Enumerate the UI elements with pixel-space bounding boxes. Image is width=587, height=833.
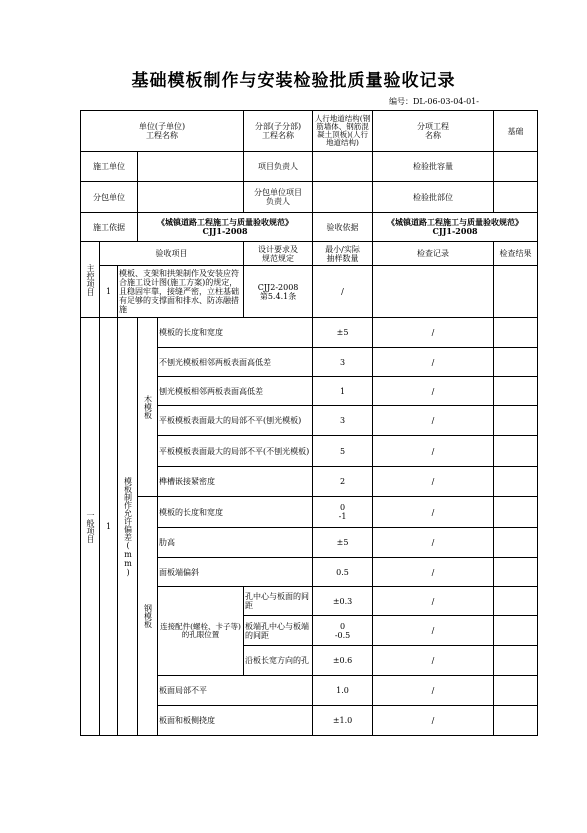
template-tolerance-group: 模板制作允许偏差(mm) [118, 318, 138, 736]
general-row-sample: / [373, 616, 494, 646]
accept-basis-value: 《城镇道路工程施工与质量验收规范》 CJJ1-2008 [373, 213, 538, 242]
general-row-record[interactable] [494, 377, 538, 406]
general-row-sample: / [373, 497, 494, 528]
construction-unit-label: 施工单位 [81, 152, 138, 182]
general-row-sample: / [373, 587, 494, 616]
general-row-req: 1 [313, 377, 373, 406]
general-row-name: 板面和板侧挠度 [158, 706, 313, 736]
subpart-name-value[interactable]: 人行地道结构(钢筋墙体、钢筋混凝土顶板)(人行地道结构) [313, 111, 373, 152]
col-sample-header: 最小/实际 抽样数量 [313, 242, 373, 266]
general-row-name: 板面局部不平 [158, 676, 313, 706]
general-row-req: ±5 [313, 318, 373, 348]
general-row-sample: / [373, 318, 494, 348]
general-row-record[interactable] [494, 406, 538, 436]
general-row-sample: / [373, 528, 494, 558]
general-row-name: 模板的长度和宽度 [158, 318, 313, 348]
subcontract-manager-label: 分包单位项目 负责人 [244, 182, 313, 213]
main-item-record[interactable] [373, 266, 494, 318]
inspection-table [80, 110, 538, 736]
general-row-req: 3 [313, 348, 373, 377]
general-row-sample: / [373, 377, 494, 406]
connector-hole-label: 连接配件(螺栓、卡子等)的孔眼位置 [158, 587, 244, 676]
general-row-name: 孔中心与板面的间距 [244, 587, 313, 616]
general-row-name: 榫槽嵌接紧密度 [158, 467, 313, 497]
general-row-name: 刨光模板相邻两板表面高低差 [158, 377, 313, 406]
general-row-name: 平板模板表面最大的局部不平(不刨光模板) [158, 436, 313, 467]
basis-value: 《城镇道路工程施工与质量验收规范》 CJJ1-2008 [138, 213, 313, 242]
col-record-header: 检查记录 [373, 242, 494, 266]
general-row-record[interactable] [494, 497, 538, 528]
basis-label: 施工依据 [81, 213, 138, 242]
general-row-sample: / [373, 676, 494, 706]
general-row-record[interactable] [494, 558, 538, 587]
general-row-record[interactable] [494, 616, 538, 646]
general-row-record[interactable] [494, 587, 538, 616]
main-item-sample: / [313, 266, 373, 318]
item-name-value[interactable]: 基础 [494, 111, 538, 152]
general-row-req: ±0.6 [313, 646, 373, 676]
steel-template-label: 钢模板 [138, 497, 158, 736]
main-item-number: 1 [100, 266, 118, 318]
general-row-sample: / [373, 467, 494, 497]
general-row-req: 3 [313, 406, 373, 436]
general-row-name: 模板的长度和宽度 [158, 497, 313, 528]
general-row-name: 板端孔中心与板端的间距 [244, 616, 313, 646]
batch-part-value[interactable] [494, 182, 538, 213]
col-result-header: 检查结果 [494, 242, 538, 266]
general-row-record[interactable] [494, 467, 538, 497]
general-row-record[interactable] [494, 436, 538, 467]
general-row-name: 面板端偏斜 [158, 558, 313, 587]
general-row-req: ±0.3 [313, 587, 373, 616]
main-item-requirement: CJJ2-2008 第5.4.1条 [244, 266, 313, 318]
general-row-name: 平板模板表面最大的局部不平(刨光模板) [158, 406, 313, 436]
accept-basis-label: 验收依据 [313, 213, 373, 242]
subcontract-unit-label: 分包单位 [81, 182, 138, 213]
project-manager-value[interactable] [313, 152, 373, 182]
col-requirement-header: 设计要求及 规范规定 [244, 242, 313, 266]
batch-part-label: 检验批部位 [373, 182, 494, 213]
general-row-record[interactable] [494, 706, 538, 736]
general-row-sample: / [373, 348, 494, 377]
subcontract-unit-value[interactable] [138, 182, 244, 213]
general-row-req: 2 [313, 467, 373, 497]
general-row-name: 沿板长宽方向的孔 [244, 646, 313, 676]
subpart-name-label: 分部(子分部) 工程名称 [244, 111, 313, 152]
general-row-req: ±1.0 [313, 706, 373, 736]
general-row-name: 肋高 [158, 528, 313, 558]
general-row-req: 0 -1 [313, 497, 373, 528]
general-row-record[interactable] [494, 528, 538, 558]
batch-capacity-label: 检验批容量 [373, 152, 494, 182]
general-row-req: 5 [313, 436, 373, 467]
batch-capacity-value[interactable] [494, 152, 538, 182]
general-row-sample: / [373, 406, 494, 436]
general-items-label: 一般项目 [81, 318, 100, 736]
document-number: 编号：DL-06-03-04-01- [389, 97, 479, 106]
general-row-record[interactable] [494, 676, 538, 706]
main-item-result[interactable] [494, 266, 538, 318]
unit-name-label: 单位(子单位) 工程名称 [81, 111, 244, 152]
general-row-req: 1.0 [313, 676, 373, 706]
general-item-number: 1 [100, 318, 118, 736]
construction-unit-value[interactable] [138, 152, 244, 182]
general-row-req: 0 -0.5 [313, 616, 373, 646]
general-row-record[interactable] [494, 646, 538, 676]
general-row-req: 0.5 [313, 558, 373, 587]
general-row-sample: / [373, 436, 494, 467]
general-row-record[interactable] [494, 318, 538, 348]
main-control-label: 主控项目 [81, 242, 100, 318]
project-manager-label: 项目负责人 [244, 152, 313, 182]
general-row-sample: / [373, 706, 494, 736]
wood-template-label: 木模板 [138, 318, 158, 497]
col-item-header: 验收项目 [100, 242, 244, 266]
general-row-record[interactable] [494, 348, 538, 377]
general-row-sample: / [373, 558, 494, 587]
general-row-req: ±5 [313, 528, 373, 558]
general-row-sample: / [373, 646, 494, 676]
page-title: 基础模板制作与安装检验批质量验收记录 [131, 71, 456, 91]
item-name-label: 分项工程 名称 [373, 111, 494, 152]
general-row-name: 不刨光模板相邻两板表面高低差 [158, 348, 313, 377]
subcontract-manager-value[interactable] [313, 182, 373, 213]
main-item-text: 模板、支架和拱架制作及安装应符合施工设计图(施工方案)的规定，且稳固牢靠，接缝严密，立柱基础有足够的支撑面和排水、防冻融措施 [118, 266, 244, 318]
